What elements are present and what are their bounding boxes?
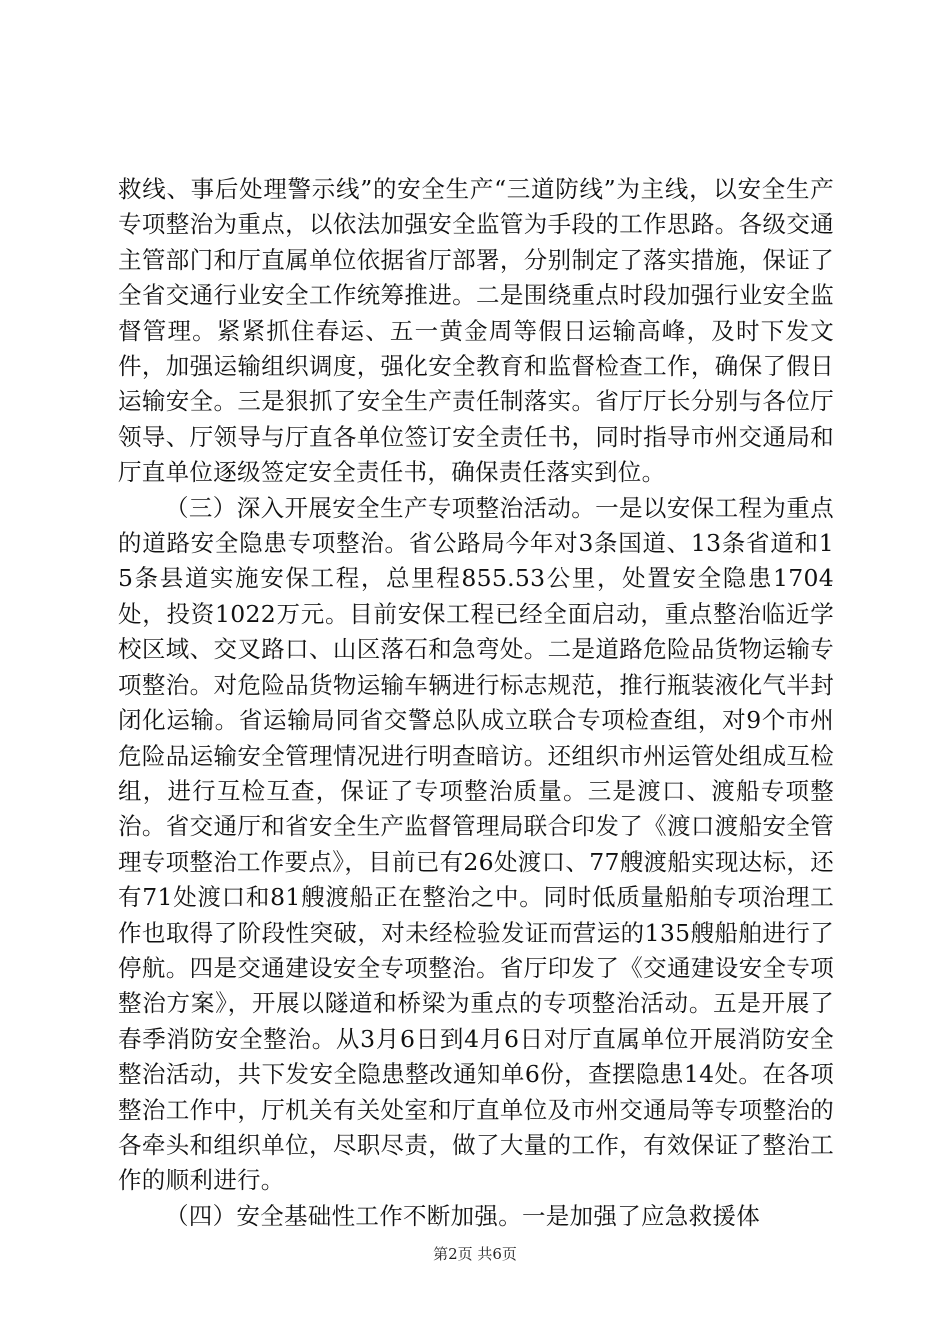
paragraph-section-3: （三）深入开展安全生产专项整治活动。一是以安保工程为重点的道路安全隐患专项整治。省公路局今年对3条国道、13条省道和15条县道实施安保工程，总里程855.53公里，处置安全隐患1704处，投资1022万元。目前安保工程已经全面启动，重点整治临近学校区域、交叉路口、山区落石和急弯处。二是道路危险品货物运输专项整治。对危险品货物运输车辆进行标志规范，推行瓶装液化气半封闭化运输。省运输局同省交警总队成立联合专项检查组，对9个市州危险品运输安全管理情况进行明查暗访。还组织市州运管处组成互检组，进行互检互查，保证了专项整治质量。三是渡口、渡船专项整治。省交通厅和省安全生产监督管理局联合印发了《渡口渡船安全管理专项整治工作要点》，目前已有26处渡口、77艘渡船实现达标，还有71处渡口和81艘渡船正在整治之中。同时低质量船舶专项治理工作也取得了阶段性突破，对未经检验发证而营运的135艘船舶进行了停航。四是交通建设安全专项整治。省厅印发了《交通建设安全专项整治方案》，开展以隧道和桥梁为重点的专项整治活动。五是开展了春季消防安全整治。从3月6日到4月6日对厅直属单位开展消防安全整治活动，共下发安全隐患整改通知单6份，查摆隐患14处。在各项整治工作中，厅机关有关处室和厅直单位及市州交通局等专项整治的各牵头和组织单位，尽职尽责，做了大量的工作，有效保证了整治工作的顺利进行。	[118, 493, 834, 1195]
paragraph-section-4: （四）安全基础性工作不断加强。一是加强了应急救援体	[165, 1201, 760, 1230]
page-footer: 第2页 共6页	[433, 1245, 517, 1263]
document-body	[118, 172, 834, 1234]
paragraph-continuation: 救线、事后处理警示线”的安全生产“三道防线”为主线，以安全生产专项整治为重点，以依法加强安全监管为手段的工作思路。各级交通主管部门和厅直属单位依据省厅部署，分别制定了落实措施，保证了全省交通行业安全工作统筹推进。二是围绕重点时段加强行业安全监督管理。紧紧抓住春运、五一黄金周等假日运输高峰，及时下发文件，加强运输组织调度，强化安全教育和监督检查工作，确保了假日运输安全。三是狠抓了安全生产责任制落实。省厅厅长分别与各位厅领导、厅领导与厅直各单位签订安全责任书，同时指导市州交通局和厅直单位逐级签定安全责任书，确保责任落实到位。	[118, 175, 834, 487]
